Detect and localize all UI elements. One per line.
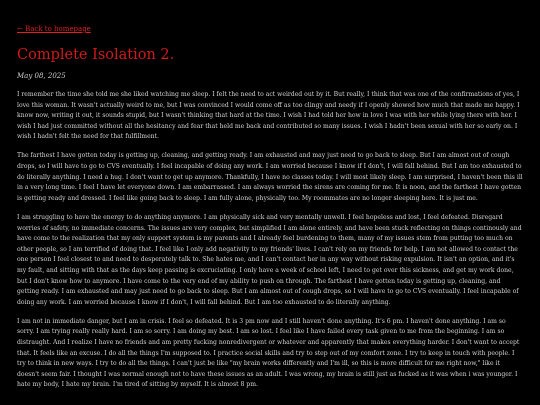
post-paragraph: I am struggling to have the energy to do anything anymore. I am physically sick and very mentally unwell. I feel hopeless and lost, I feel defeated. Disregard worries of safety, no immediate concerns. The issues are very complex, but simplified I am alone entirely, and have been stuck reflecting on things continously and have come to the realization that my only support system is my parents and I already feel burdening to them, many of my issues stem from putting too much on other people, so I am terrified of doing that. I feel like I only add negativity to my friends' lives. I can't rely on my friends for help. I am not allowed to contact the one person I feel closest to and need to desperately talk to. She hates me, and I can't contact her in any way without risking expulsion. It isn't an option, and it's my fault, and sitting with that as the days keep passing is excruciating. I only have a week of school left, I need to get over this sickness, and get my work done, but I don't know how to anymore. I have come to the very end of my ability to push on through. The farthest I have gotten today is getting up, cleaning, and getting ready. I am exhausted and may just need to go back to sleep. But I am almost out of cough drops, so I will have to go to CVS eventually. I feel incapable of doing any work. I am worried because I know if I don't, I will fall behind. But I am too exhausted to do literally anything. (17, 213, 522, 306)
post-paragraph: I remember the time she told me she liked watching me sleep. I felt the need to act weirded out by it. But really, I think that was one of the confirmations of yes, I love this woman. It wasn't actually weird to me, but I was convinced I would come off as too clingy and needy if I openly showed how much that made me happy. I know now, writing it out, it sounds stupid, but I wasn't thinking that hard at the time. I wish I had told her how in love I was with her while lying there with her. I wish I had just committed without all the hesitancy and fear that held me back and contributed so many issues. I wish I hadn't been sexual with her so early on. I wish I hadn't felt the need for that fulfillment. (17, 91, 520, 141)
post-paragraph: The farthest I have gotten today is getting up, cleaning, and getting ready. I am exhausted and may just need to go back to sleep. But I am almost out of cough drops, so I will have to go to CVS eventually. I feel incapable of doing any work. I am worried because I know if I don't, I will fall behind. But I am too exhausted to do literally anything. I need a hug. I don't want to get up anymore. Thankfully, I have no classes today. I will most likely sleep. I am surprised, I haven't been this ill in a very long time. I feel I have let everyone down. I am embarrassed. I am always worried the sirens are coming for me. It is noon, and the farthest I have gotten is getting ready and dressed. I feel like going back to sleep. I am fully alone, physically too. My roommates are no longer sleeping here. It is just me. (17, 152, 523, 202)
back-to-homepage-link[interactable]: ← Back to homepage (17, 25, 91, 33)
post-date: May 08, 2025 (17, 72, 66, 80)
post-paragraph: I am not in immediate danger, but I am in crisis. I feel so defeated. It is 3 pm now and I still haven't done anything. It's 6 pm. I haven't done anything. I am so sorry. I am trying really really hard. I am so sorry. I am doing my best. I am so lost. I feel like I have failed every task given to me from the beginning. I am so distraught. And I realize I have no friends and am pretty fucking nonredivergent or whatever and apparently that makes everything harder. I don't want to accept that. It feels like an excuse. I do all the things I'm supposed to. I practice social skills and try to step out of my comfort zone. I try to keep in touch with people. I try to think in new ways. I try to do all the things. I can't just be like "my brain works differently and I'm ill, so this is more difficult for me right now," like it doesn't seem fair. I thought I was normal enough not to have these issues as an adult. I was wrong, my brain is still just as fucked as it was when i was younger. I hate my body, I hate my brain. I'm tired of sitting by myself. It is almost 8 pm. (17, 317, 520, 389)
post-title: Complete Isolation 2. (17, 47, 175, 63)
post-body (17, 90, 523, 391)
